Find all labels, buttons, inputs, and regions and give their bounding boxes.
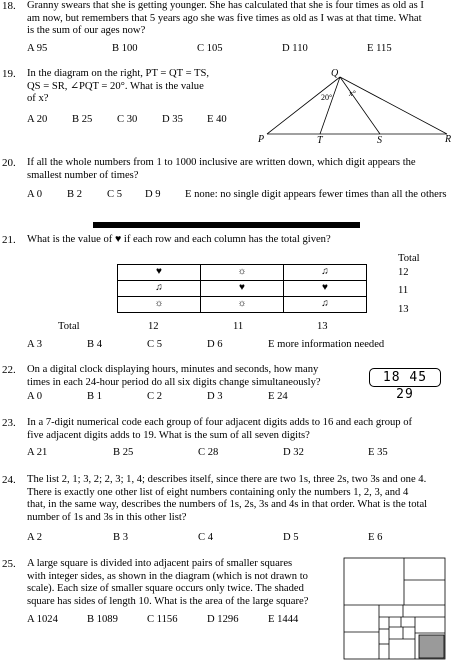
column-total-label: Total [58,321,80,332]
squared-square-diagram [343,557,447,661]
question-text: On a digital clock displaying hours, minutes and seconds, how many times in each 24-hour period do all six digits change simultaneously? [27,364,321,388]
row-total: 12 [398,267,409,278]
column-total: 11 [233,321,244,332]
angle-label: x° [349,89,356,98]
question-number: 24. [2,474,16,486]
label-s: S [377,135,382,146]
question-number: 25. [2,558,16,570]
digital-clock: 18 45 29 [369,368,441,387]
grid-cell: ♫ [284,297,367,313]
shaded-square [419,635,444,658]
symbol-grid [117,264,367,313]
label-p: P [258,134,265,145]
question-text: A large square is divided into adjacent pairs of smaller squares with integer sides, as shown in the diagram (which is not drawn to scale). Each size of smaller square occurs only twice. The shaded square has sides of length 10. What is the area of the large square? [27,558,309,607]
question-text: In a 7-digit numerical code each group of four adjacent digits adds to 16 and each group of five adjacent digits adds to 19. What is the sum of all seven digits? [27,417,413,441]
label-t: T [317,135,323,146]
question-text: What is the value of ♥ if each row and each column has the total given? [27,234,331,245]
question-number: 21. [2,234,16,246]
grid-cell: ♫ [118,281,201,297]
table-row [118,297,367,313]
triangle-diagram [255,68,454,146]
row-total-label: Total [398,253,420,264]
question-text: Granny swears that she is getting younger. She has calculated that she is four times as old as I am now, but remembers that 5 years ago she was five times as old as I was at that time. What is the sum of our ages now? [27,0,424,37]
grid-cell: ☼ [201,265,284,281]
table-row [118,281,367,297]
section-divider [93,222,360,228]
question-text: In the diagram on the right, PT = QT = TS, QS = SR, ∠PQT = 20°. What is the value of x? [27,68,210,105]
question-number: 22. [2,364,16,376]
angle-label: 20° [321,93,333,102]
grid-cell: ♥ [118,265,201,281]
grid-cell: ♥ [284,281,367,297]
column-total: 13 [317,321,328,332]
grid-cell: ♫ [284,265,367,281]
question-number: 19. [2,68,16,80]
table-row [118,265,367,281]
question-number: 23. [2,417,16,429]
question-text: The list 2, 1; 3, 2; 2, 3; 1, 4; describes itself, since there are two 1s, three 2s, two 3s and one 4. There is exactly one other list of eight numbers containing only the numbers 1, 2, 3, and 4 that, in the same way, describes the numbers of 1s, 2s, 3s and 4s in that order. What is the total number of 1s and 3s in this other list? [27,474,428,523]
label-q: Q [331,68,339,79]
row-total: 13 [398,304,409,315]
column-total: 12 [148,321,159,332]
question-number: 18. [2,0,16,12]
row-total: 11 [398,285,409,296]
label-r: R [445,134,452,145]
grid-cell: ☼ [118,297,201,313]
grid-cell: ♥ [201,281,284,297]
question-number: 20. [2,157,16,169]
question-text: If all the whole numbers from 1 to 1000 inclusive are written down, which digit appears the smallest number of times? [27,157,416,181]
grid-cell: ☼ [201,297,284,313]
